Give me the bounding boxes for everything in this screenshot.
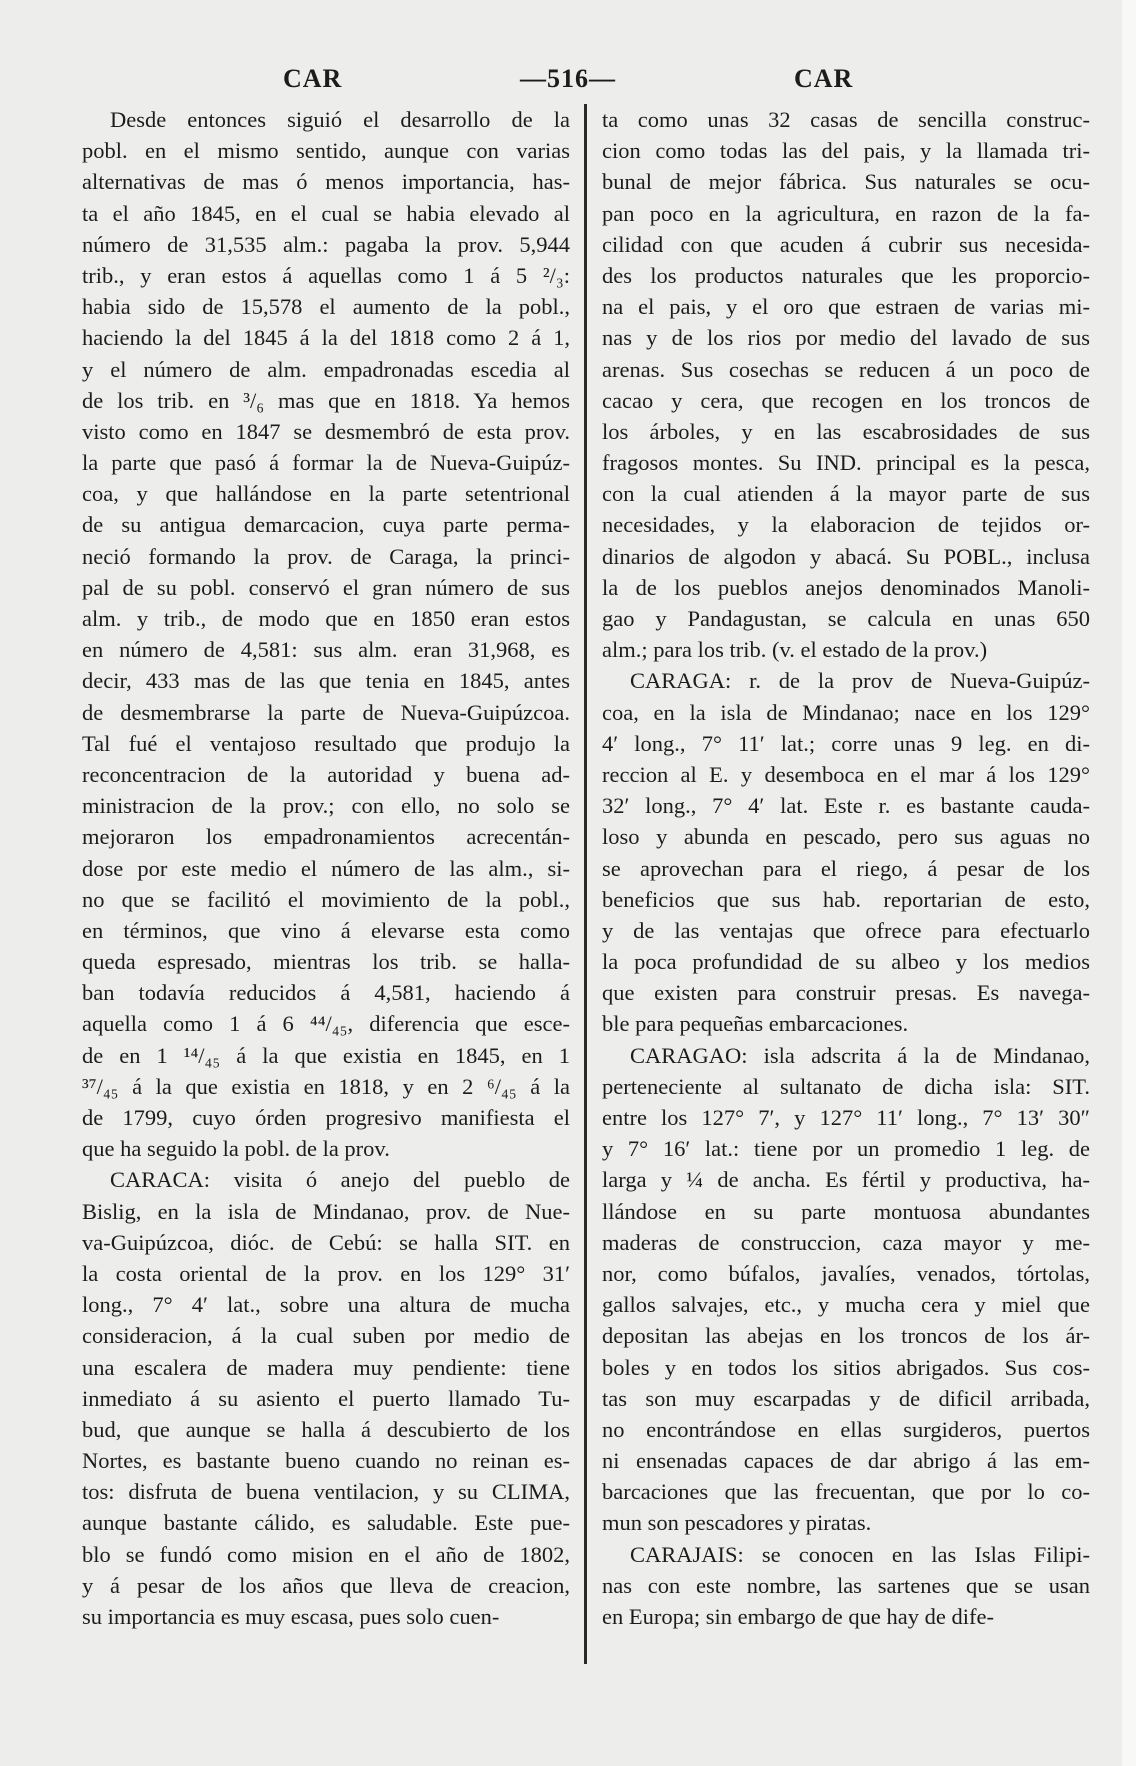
text-line: bud, que aunque se halla á descubierto de los [82, 1416, 570, 1442]
text-line: va-Guipúzcoa, dióc. de Cebú: se halla SIT. en [82, 1229, 570, 1255]
text-line: des los productos naturales que les proporcio- [602, 262, 1090, 288]
text-line: los árboles, y en las escabrosidades de sus [602, 418, 1090, 444]
text-line: que ha seguido la pobl. de la prov. [82, 1136, 390, 1162]
text-line: na el pais, y el oro que estraen de varias mi- [602, 294, 1090, 320]
text-line: nor, como búfalos, javalíes, venados, tórtolas, [602, 1260, 1090, 1286]
text-line: y 7° 16′ lat.: tiene por un promedio 1 leg. de [602, 1136, 1090, 1162]
text-line: pan poco en la agricultura, en razon de la fa- [602, 200, 1090, 226]
text-line: bunal de mejor fábrica. Sus naturales se ocu- [602, 169, 1090, 195]
text-line: de en 1 ¹⁴/₄₅ á la que existia en 1845, en 1 [82, 1042, 570, 1068]
text-line: reconcentracion de la autoridad y buena ad- [82, 761, 570, 787]
text-line: loso y abunda en pescado, pero sus aguas no [602, 824, 1090, 850]
text-line: maderas de construccion, caza mayor y me- [602, 1229, 1090, 1255]
text-line: dose por este medio el número de las alm., si- [82, 855, 570, 881]
text-line: nas y de los rios por medio del lavado de sus [602, 325, 1090, 351]
text-line: haciendo la del 1845 á la del 1818 como 2 á 1, [82, 325, 570, 351]
text-line: beneficios que sus hab. reportarian de esto, [602, 886, 1090, 912]
text-line: una escalera de madera muy pendiente: tiene [82, 1354, 570, 1380]
running-head-right: CAR [794, 64, 854, 93]
text-line: perteneciente al sultanato de dicha isla: SIT. [602, 1073, 1090, 1099]
running-head-left: CAR [283, 64, 343, 93]
right-column [602, 104, 1090, 1632]
text-line: CARAGAO: isla adscrita á la de Mindanao, [630, 1042, 1090, 1068]
text-line: y á pesar de los años que lleva de creacion, [82, 1572, 570, 1598]
left-column [82, 104, 570, 1632]
text-line: cion como todas las del pais, y la llamada tri- [602, 138, 1090, 164]
text-line: de desmembrarse la parte de Nueva-Guipúzcoa. [82, 699, 570, 725]
text-line: decir, 433 mas de las que tenia en 1845, antes [82, 668, 570, 694]
text-line: pobl. en el mismo sentido, aunque con varias [82, 138, 570, 164]
text-line: la parte que pasó á formar la de Nueva-Guipúz- [82, 450, 570, 476]
text-line: ban todavía reducidos á 4,581, haciendo á [82, 980, 570, 1006]
text-line: no encontrándose en ellas surgideros, puertos [602, 1416, 1090, 1442]
text-line: que existen para construir presas. Es navega- [602, 980, 1090, 1006]
text-line: alm. y trib., de modo que en 1850 eran estos [82, 606, 570, 631]
text-line: long., 7° 4′ lat., sobre una altura de mucha [82, 1292, 570, 1318]
text-line: visto como en 1847 se desmembró de esta prov. [82, 418, 570, 444]
text-line: habia sido de 15,578 el aumento de la pobl., [82, 294, 570, 320]
page-edge [1122, 0, 1136, 1766]
text-line: Bislig, en la isla de Mindanao, prov. de Nue- [82, 1198, 570, 1224]
text-line: 4′ long., 7° 11′ lat.; corre unas 9 leg. en di- [602, 730, 1090, 756]
text-line: alternativas de mas ó menos importancia, has- [82, 169, 570, 195]
text-line: cacao y cera, que recogen en los troncos de [602, 387, 1090, 413]
text-line: tos: disfruta de buena ventilacion, y su CLIMA, [82, 1479, 570, 1505]
text-line: 32′ long., 7° 4′ lat. Este r. es bastante cauda- [602, 793, 1090, 819]
text-line: gao y Pandagustan, se calcula en unas 650 [602, 606, 1090, 631]
text-line: coa, y que hallándose en la parte setentrional [82, 481, 570, 507]
text-line: entre los 127° 7′, y 127° 11′ long., 7° 13′ 30″ [602, 1105, 1090, 1130]
text-line: CARAGA: r. de la prov de Nueva-Guipúz- [630, 668, 1090, 694]
text-line: coa, en la isla de Mindanao; nace en los 129° [602, 699, 1090, 725]
text-line: depositan las abejas en los troncos de los ár- [602, 1323, 1090, 1349]
text-line: boles y en todos los sitios abrigados. Sus cos- [602, 1354, 1090, 1380]
text-line: ³⁷/₄₅ á la que existia en 1818, y en 2 ⁶/₄₅ á la [82, 1073, 570, 1099]
text-line: fragosos montes. Su IND. principal es la pesca, [602, 450, 1090, 476]
text-line: tas son muy escarpadas y de dificil arribada, [602, 1385, 1090, 1411]
text-line: barcaciones que las frecuentan, que por lo co- [602, 1479, 1090, 1505]
text-line: se aprovechan para el riego, á pesar de los [602, 855, 1090, 881]
text-line: CARACA: visita ó anejo del pueblo de [110, 1167, 570, 1193]
text-line: nas con este nombre, las sartenes que se usan [602, 1572, 1090, 1598]
text-line: necesidades, y la elaboracion de tejidos or- [602, 512, 1090, 538]
text-line: Tal fué el ventajoso resultado que produjo la [82, 730, 570, 756]
text-line: larga y ¼ de ancha. Es fértil y productiva, ha- [602, 1167, 1090, 1193]
text-line: cilidad con que acuden á cubrir sus necesida- [602, 231, 1090, 257]
text-line: consideracion, á la cual suben por medio de [82, 1323, 570, 1349]
text-line: la poca profundidad de su albeo y los medios [602, 949, 1090, 975]
text-line: llándose en su parte montuosa abundantes [602, 1198, 1090, 1224]
page-number: —516— [520, 64, 616, 93]
column-divider [584, 104, 587, 1664]
text-line: queda espresado, mientras los trib. se halla- [82, 949, 570, 975]
text-line: blo se fundó como mision en el año de 1802, [82, 1541, 570, 1567]
text-line: de 1799, cuyo órden progresivo manifiesta el [82, 1105, 570, 1130]
text-line: de los trib. en ³/₆ mas que en 1818. Ya hemos [82, 387, 570, 413]
text-line: mejoraron los empadronamientos acrecentán- [82, 824, 570, 850]
text-line: ble para pequeñas embarcaciones. [602, 1011, 909, 1037]
text-line: de su antigua demarcacion, cuya parte perma- [82, 512, 570, 538]
text-line: aunque bastante cálido, es saludable. Este pue- [82, 1510, 570, 1536]
text-line: alm.; para los trib. (v. el estado de la prov.) [602, 637, 988, 663]
text-line: ta como unas 32 casas de sencilla construc- [602, 107, 1090, 132]
text-line: trib., y eran estos á aquellas como 1 á 5 ²/₃: [82, 262, 570, 288]
text-line: aquella como 1 á 6 ⁴⁴/₄₅, diferencia que esce- [82, 1011, 570, 1037]
text-line: Desde entonces siguió el desarrollo de la [110, 107, 570, 132]
text-line: en términos, que vino á elevarse esta como [82, 917, 570, 943]
text-line: no que se facilitó el movimiento de la pobl., [82, 886, 570, 912]
text-line: pal de su pobl. conservó el gran número de sus [82, 574, 570, 600]
text-line: número de 31,535 alm.: pagaba la prov. 5,944 [82, 231, 570, 257]
text-line: Nortes, es bastante bueno cuando no reinan es- [82, 1448, 570, 1474]
text-line: inmediato á su asiento el puerto llamado Tu- [82, 1385, 570, 1411]
text-line: reccion al E. y desemboca en el mar á los 129° [602, 761, 1090, 787]
text-line: en número de 4,581: sus alm. eran 31,968, es [82, 637, 570, 663]
text-line: ministracion de la prov.; con ello, no solo se [82, 793, 570, 819]
text-line: neció formando la prov. de Caraga, la princi- [82, 543, 570, 569]
text-line: y de las ventajas que ofrece para efectuarlo [602, 917, 1090, 943]
text-line: CARAJAIS: se conocen en las Islas Filipi- [630, 1541, 1090, 1567]
text-line: la de los pueblos anejos denominados Manoli- [602, 574, 1090, 600]
text-line: su importancia es muy escasa, pues solo cuen- [82, 1604, 500, 1629]
text-line: con la cual atienden á la mayor parte de sus [602, 481, 1090, 507]
text-line: dinarios de algodon y abacá. Su POBL., inclusa [602, 543, 1090, 569]
text-line: mun son pescadores y piratas. [602, 1510, 872, 1536]
text-line: gallos salvajes, etc., y mucha cera y miel que [602, 1292, 1090, 1318]
text-line: arenas. Sus cosechas se reducen á un poco de [602, 356, 1090, 382]
text-line: en Europa; sin embargo de que hay de dife- [602, 1604, 994, 1629]
text-line: ni ensenadas capaces de dar abrigo á las em- [602, 1448, 1090, 1474]
text-line: y el número de alm. empadronadas escedia al [82, 356, 570, 382]
text-line: la costa oriental de la prov. en los 129° 31′ [82, 1260, 570, 1286]
text-line: ta el año 1845, en el cual se habia elevado al [82, 200, 570, 226]
